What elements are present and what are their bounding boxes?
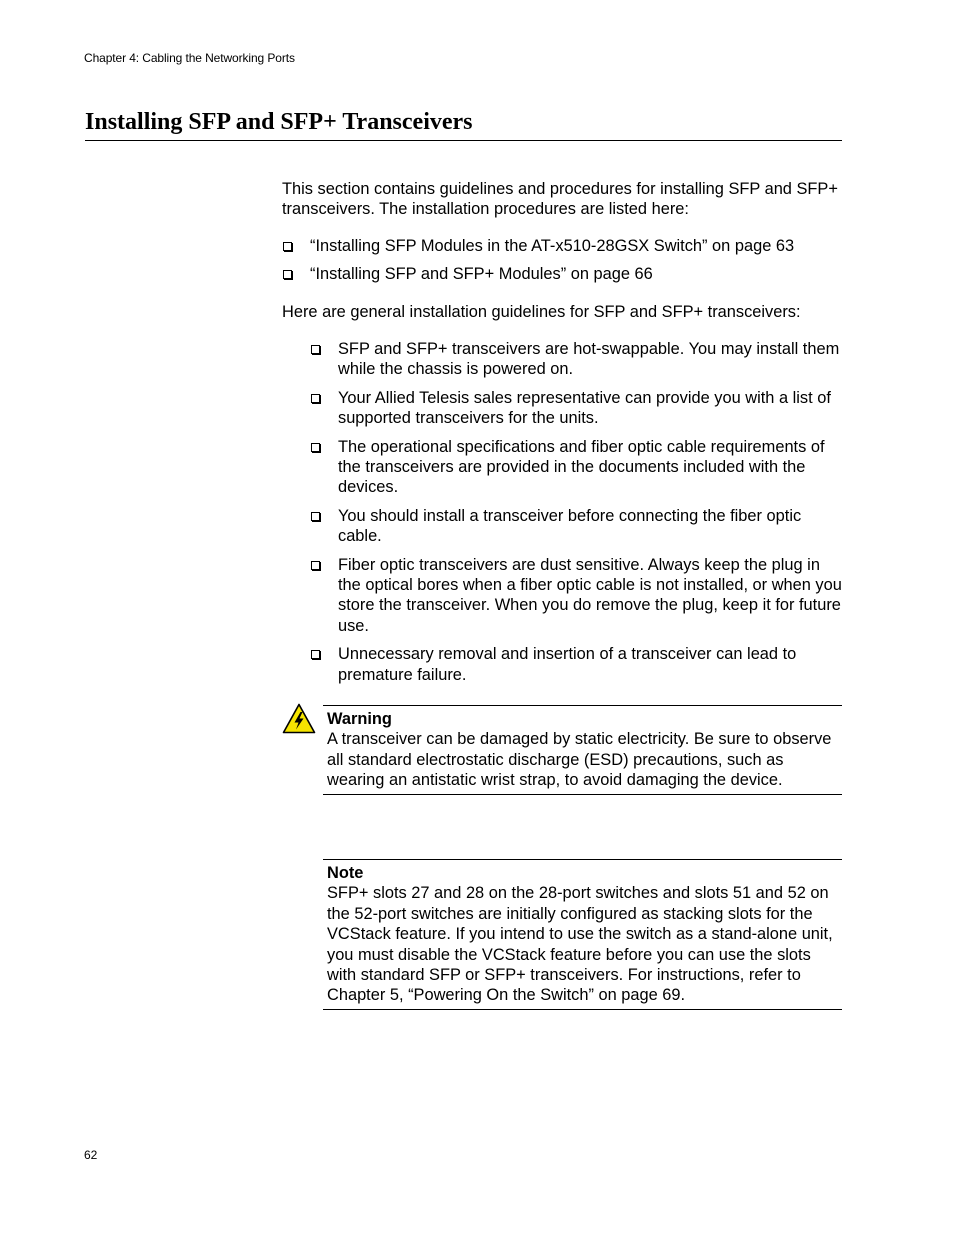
guideline-text: You should install a transceiver before connecting the fiber optic cable. <box>338 506 802 546</box>
checkbox-bullet-icon <box>311 561 320 570</box>
guideline-item <box>310 388 842 429</box>
warning-heading: Warning <box>327 710 392 728</box>
note-text: SFP+ slots 27 and 28 on the 28-port switches and slots 51 and 52 on the 52-port switches are initially configured as stacking slots for the VCStack feature. If you intend to use the switch as a stand-alone unit, you must disable the VCStack feature before you can use the slots with standard SFP or SFP+ transceivers. For instructions, refer to Chapter 5, “Powering On the Switch” on page 69. <box>327 884 833 1005</box>
guideline-text: Fiber optic transceivers are dust sensitive. Always keep the plug in the optical bores when a fiber optic cable is not installed, or when you store the transceiver. When you do remove the plug, keep it for future use. <box>338 555 842 635</box>
guideline-item <box>310 644 842 685</box>
checkbox-bullet-icon <box>311 394 320 403</box>
procedure-link-text[interactable]: “Installing SFP Modules in the AT-x510-28GSX Switch” on page 63 <box>310 236 795 255</box>
checkbox-bullet-icon <box>283 242 292 251</box>
warning-text: A transceiver can be damaged by static electricity. Be sure to observe all standard electrostatic discharge (ESD) precautions, such as wearing an antistatic wrist strap, to avoid damaging the device. <box>327 730 832 790</box>
guideline-item <box>310 506 842 547</box>
guideline-text: SFP and SFP+ transceivers are hot-swappable. You may install them while the chassis is powered on. <box>338 340 840 379</box>
guideline-text: The operational specifications and fiber optic cable requirements of the transceivers are provided in the documents included with the devices. <box>338 437 825 497</box>
guideline-item <box>310 555 842 637</box>
checkbox-bullet-icon <box>311 512 320 521</box>
warning-callout <box>323 705 842 795</box>
checkbox-bullet-icon <box>283 270 292 279</box>
checkbox-bullet-icon <box>311 443 320 452</box>
procedure-list <box>282 236 842 285</box>
guideline-item <box>310 437 842 498</box>
note-heading: Note <box>327 864 364 882</box>
electrical-hazard-warning-icon <box>282 703 316 734</box>
page-number: 62 <box>84 1148 98 1162</box>
checkbox-bullet-icon <box>311 650 320 659</box>
note-callout <box>323 859 842 1010</box>
procedure-link-item[interactable] <box>282 264 842 284</box>
guideline-item <box>310 339 842 380</box>
page-title: Installing SFP and SFP+ Transceivers <box>85 107 842 141</box>
procedure-link-item[interactable] <box>282 236 842 256</box>
checkbox-bullet-icon <box>311 345 320 354</box>
guideline-text: Unnecessary removal and insertion of a transceiver can lead to premature failure. <box>338 645 797 684</box>
intro-section <box>282 179 842 322</box>
guidelines-lead: Here are general installation guidelines for SFP and SFP+ transceivers: <box>282 302 801 321</box>
guidelines-list <box>310 339 842 693</box>
intro-paragraph: This section contains guidelines and procedures for installing SFP and SFP+ transceivers. The installation procedures are listed here: <box>282 180 838 219</box>
procedure-link-text[interactable]: “Installing SFP and SFP+ Modules” on page 66 <box>310 265 653 284</box>
running-header: Chapter 4: Cabling the Networking Ports <box>84 51 295 65</box>
guideline-text: Your Allied Telesis sales representative can provide you with a list of supported transceivers for the units. <box>338 388 831 428</box>
